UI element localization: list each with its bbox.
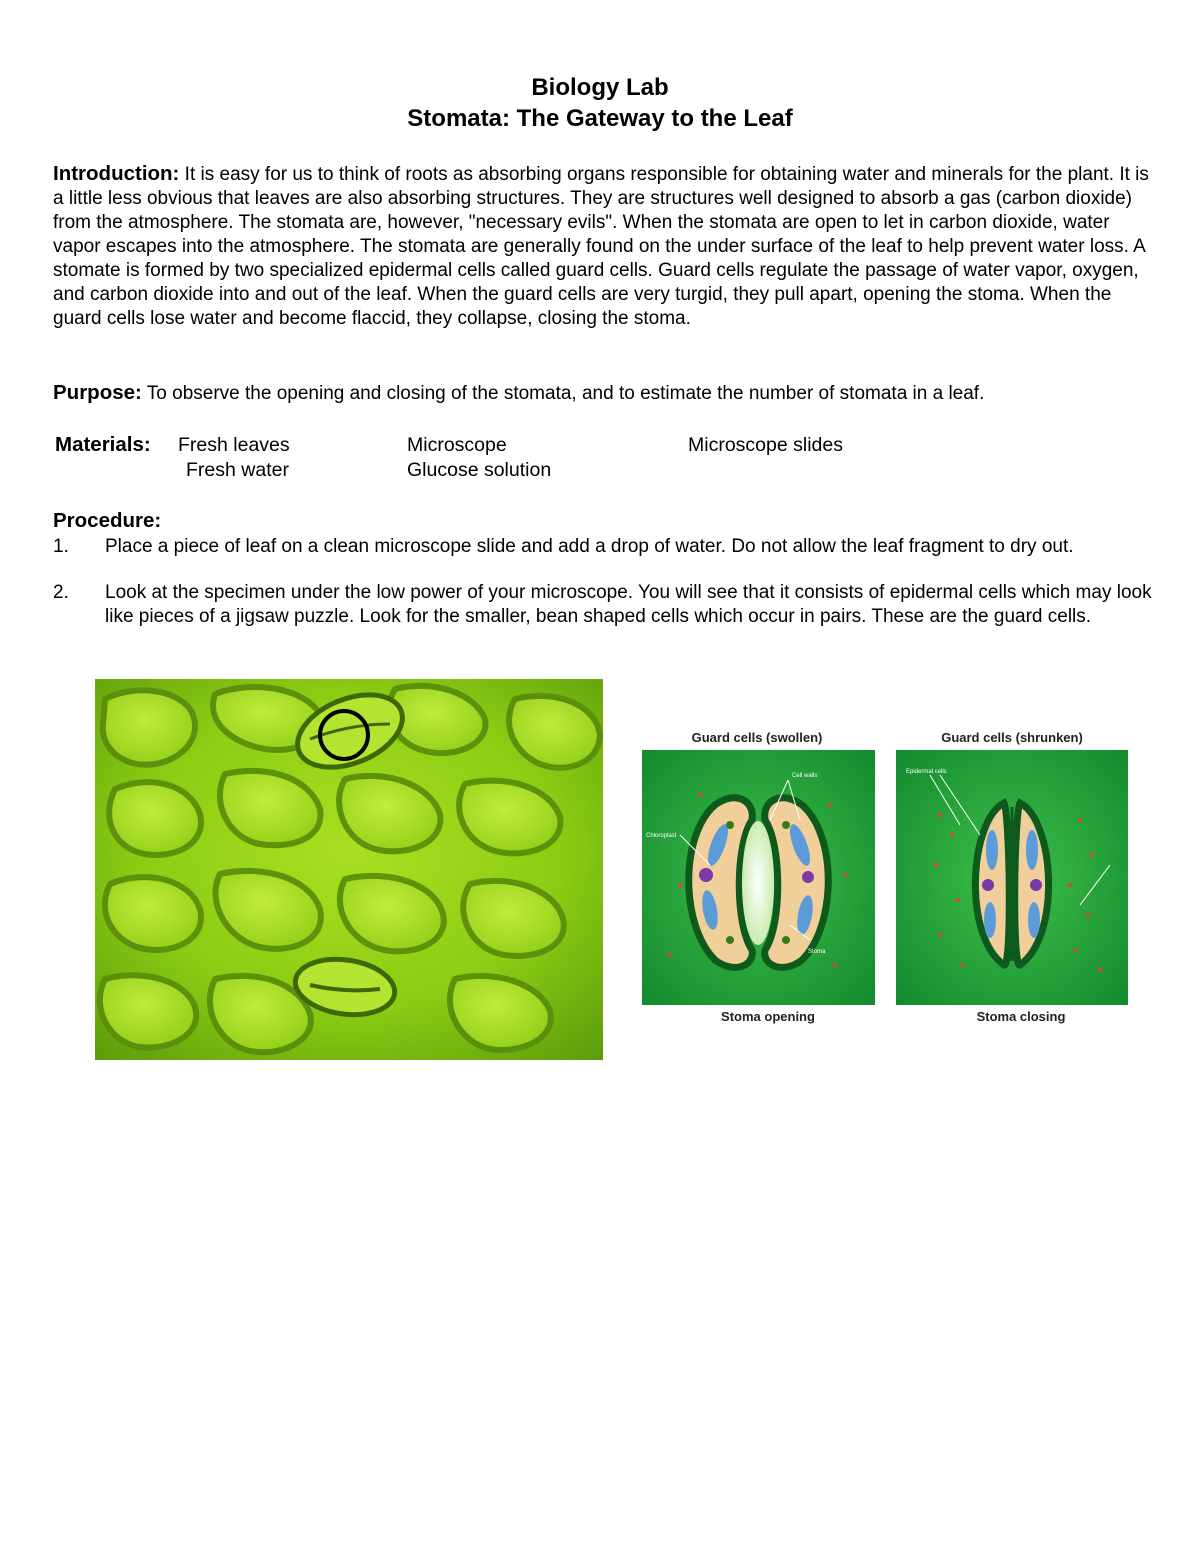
left-panel-title: Guard cells (swollen): [691, 730, 823, 745]
step-text: Place a piece of leaf on a clean microscope slide and add a drop of water. Do not allow the leaf fragment to dry out.: [105, 536, 1074, 557]
introduction-label: Introduction:: [53, 162, 180, 185]
label-cell-walls: Cell walls: [792, 773, 818, 779]
introduction-text: It is easy for us to think of roots as absorbing organs responsible for obtaining water and minerals for the plant. It is a little less obvious that leaves are also absorbing structures. They are structures well designed to absorb a gas (carbon dioxide) from the atmosphere. The stomata are, however, "necessary evils". When the stomata are open to let in carbon dioxide, water vapor escapes into the atmosphere. The stomata are generally found on the under surface of the leaf to help prevent water loss. A stomate is formed by two specialized epidermal cells called guard cells. Guard cells regulate the passage of water vapor, oxygen, and carbon dioxide into and out of the leaf. When the guard cells are very turgid, they pull apart, opening the stoma. When the guard cells lose water and become flaccid, they collapse, closing the stoma.: [53, 164, 1149, 329]
leaf-epidermis-micrograph: [95, 679, 603, 1060]
label-epidermal-cells: Epidermal cells: [906, 769, 947, 775]
material-item: Glucose solution: [407, 459, 552, 481]
materials-label: Materials:: [55, 433, 151, 456]
right-panel-title: Guard cells (shrunken): [941, 730, 1083, 745]
purpose-section: [53, 381, 1153, 406]
step-text: Look at the specimen under the low power of your microscope. You will see that it consists of epidermal cells which may look like pieces of a jigsaw puzzle. Look for the smaller, bean shaped cells which occur in pairs. These are the guard cells.: [105, 582, 1152, 627]
step-number: 1.: [53, 536, 69, 557]
step-number: 2.: [53, 582, 69, 603]
material-item: Microscope slides: [688, 434, 843, 456]
label-chloroplast: Chloroplast: [646, 833, 677, 839]
left-panel-caption: Stoma opening: [721, 1009, 815, 1024]
material-item: Microscope: [407, 434, 507, 456]
document-title: Biology Lab: [531, 74, 669, 101]
material-item: Fresh leaves: [178, 434, 290, 456]
right-panel-caption: Stoma closing: [976, 1009, 1066, 1024]
procedure-label: Procedure:: [53, 509, 162, 532]
introduction-section: [53, 162, 1153, 331]
label-stoma: Stoma: [808, 949, 826, 955]
purpose-label: Purpose:: [53, 381, 142, 404]
materials-section: [55, 432, 1155, 492]
document-subtitle: Stomata: The Gateway to the Leaf: [407, 105, 793, 132]
guard-cells-diagram: [640, 725, 1130, 1030]
purpose-text: To observe the opening and closing of the stomata, and to estimate the number of stomata in a leaf.: [141, 383, 985, 404]
material-item: Fresh water: [186, 459, 289, 481]
